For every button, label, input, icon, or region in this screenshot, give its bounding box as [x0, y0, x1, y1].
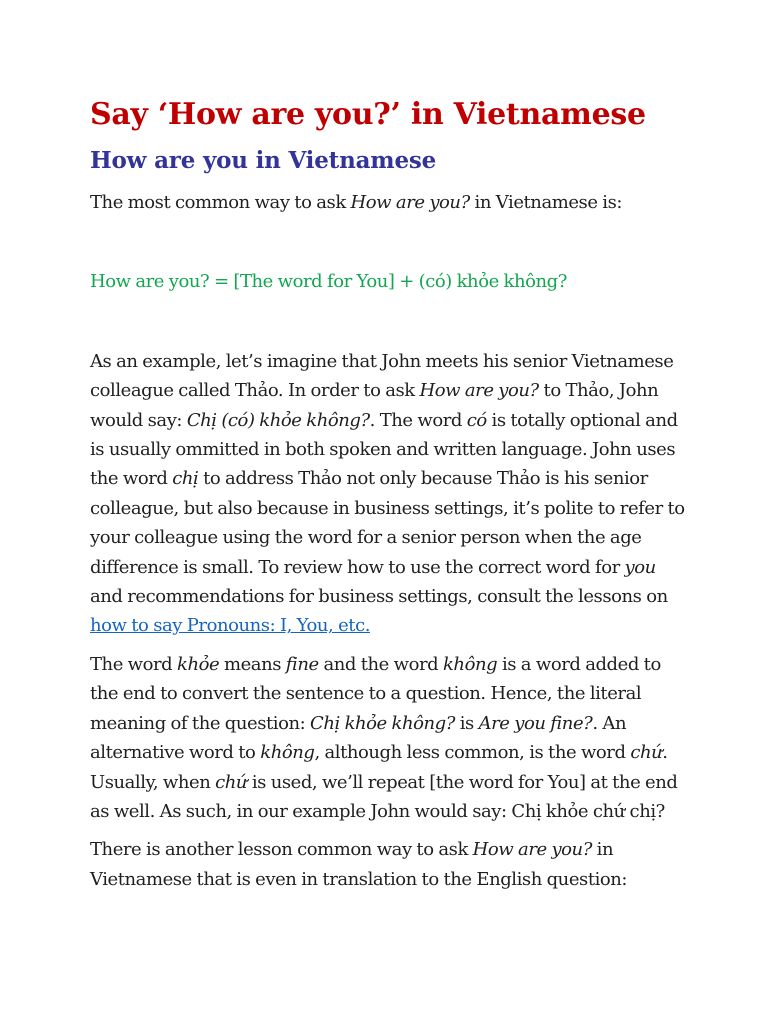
meaning-italic-1: khỏe	[177, 653, 220, 675]
meaning-text-9: is used, we’ll repeat [the word for You] at the end as well. As such, in our example John would say: Chị khỏe chứ chị?	[90, 771, 678, 822]
example-text-3: . The word	[369, 409, 467, 431]
example-text-5: to address Thảo not only because Thảo is his senior colleague, but also because in business settings, it’s polite to refer to your colleague using the word for a senior person when the age difference is small. To review how to use the correct word for	[90, 468, 685, 578]
intro-text-1: The most common way to ask	[90, 192, 351, 213]
meaning-text-6: . An alternative word to	[90, 712, 627, 764]
meaning-text-7: , although less common, is the word	[314, 742, 631, 764]
meaning-italic-5: Are you fine?	[478, 712, 593, 734]
another-text-1: There is another lesson common way to ask	[90, 839, 473, 861]
example-italic-4: chị	[172, 468, 199, 490]
meaning-text-1: The word	[90, 653, 178, 675]
another-text-2: in Vietnamese that is even in translation to the English question:	[90, 839, 628, 890]
intro-italic-phrase: How are you?	[350, 192, 470, 213]
meaning-italic-3: không	[442, 653, 498, 675]
example-italic-3: có	[466, 409, 487, 431]
formula-line: How are you? = [The word for You] + (có) khỏe không?	[90, 271, 567, 293]
meaning-italic-8: chứ	[215, 771, 248, 793]
page-title: Say ‘How are you?’ in Vietnamese	[90, 97, 646, 132]
meaning-italic-7: chứ	[630, 742, 663, 764]
meaning-text-8: . Usually, when	[90, 742, 668, 793]
example-text-6: and recommendations for business settings, consult the lessons on	[90, 586, 668, 608]
another-way-paragraph	[90, 835, 690, 894]
article	[90, 94, 690, 894]
section-heading: How are you in Vietnamese	[90, 147, 437, 174]
meaning-text-2: means	[219, 653, 286, 675]
meaning-italic-6: không	[260, 742, 315, 764]
example-text-4: is totally optional and is usually ommitted in both spoken and written language. John uses the word	[90, 409, 678, 490]
meaning-text-5: is	[454, 712, 479, 734]
example-paragraph	[90, 347, 690, 641]
meaning-italic-2: fine	[285, 653, 319, 675]
another-italic-1: How are you?	[472, 839, 592, 861]
example-italic-5: you	[624, 556, 656, 578]
meaning-italic-4: Chị khỏe không?	[310, 712, 455, 734]
intro-text-2: in Vietnamese is:	[469, 192, 623, 213]
meaning-paragraph	[90, 650, 690, 826]
example-text-2: to Thảo, John would say:	[90, 380, 659, 431]
example-italic-2: Chị (có) khỏe không?	[186, 409, 370, 431]
meaning-text-3: and the word	[318, 653, 443, 675]
pronouns-lesson-link[interactable]: how to say Pronouns: I, You, etc.	[90, 615, 370, 637]
meaning-text-4: is a word added to the end to convert the sentence to a question. Hence, the literal meaning of the question:	[90, 653, 661, 734]
intro-paragraph	[90, 188, 690, 217]
example-italic-1: How are you?	[419, 380, 539, 402]
example-text-1: As an example, let’s imagine that John meets his senior Vietnamese colleague called Thảo. In order to ask	[90, 350, 674, 402]
